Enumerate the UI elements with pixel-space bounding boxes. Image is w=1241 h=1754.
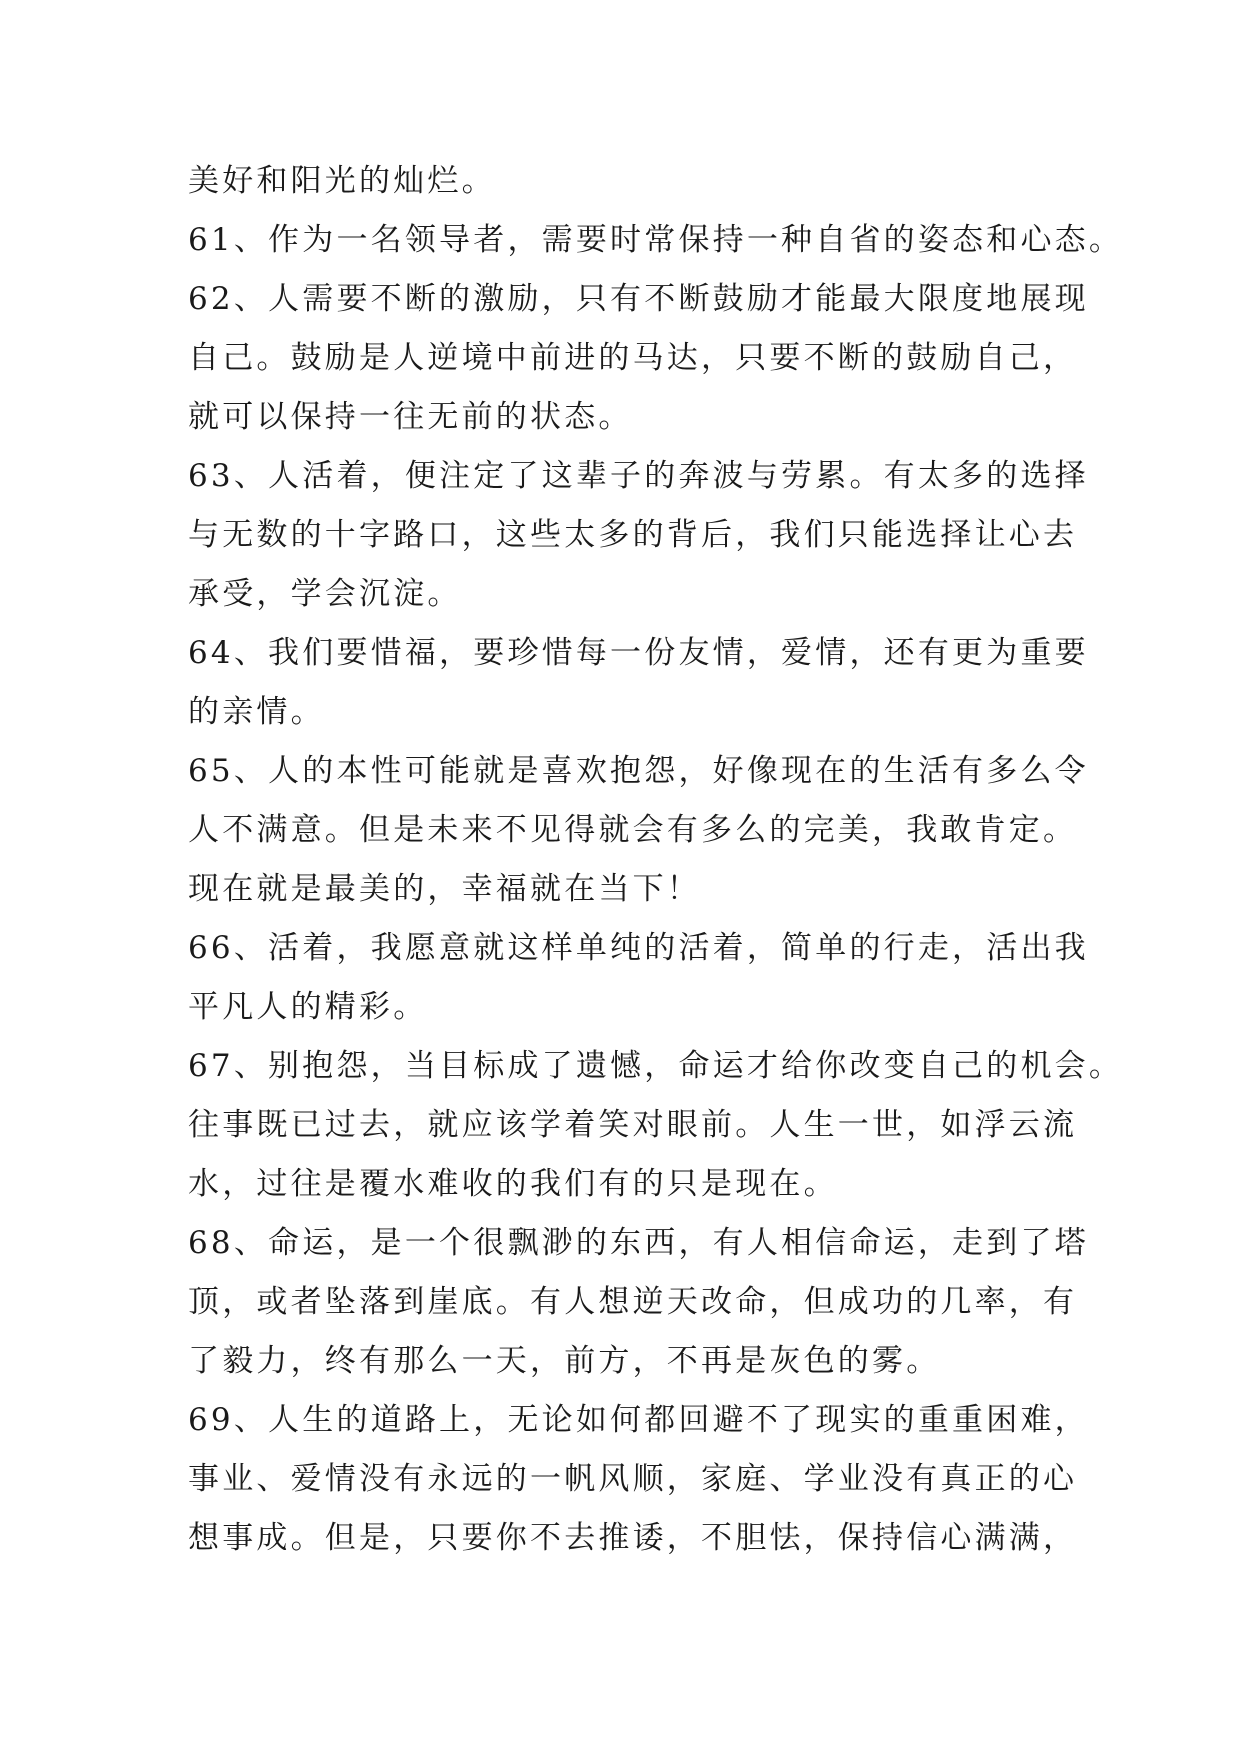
document-body	[188, 152, 1124, 1568]
text-line: 65、人的本性可能就是喜欢抱怨，好像现在的生活有多么令	[188, 753, 1089, 789]
text-line: 人不满意。但是未来不见得就会有多么的完美，我敢肯定。	[188, 812, 1078, 848]
text-line: 61、作为一名领导者，需要时常保持一种自省的姿态和心态。	[188, 222, 1124, 258]
text-line: 67、别抱怨，当目标成了遗憾，命运才给你改变自己的机会。	[188, 1048, 1124, 1084]
text-line: 顶，或者坠落到崖底。有人想逆天改命，但成功的几率，有	[188, 1284, 1078, 1320]
text-line: 想事成。但是，只要你不去推诿，不胆怯，保持信心满满，	[188, 1520, 1078, 1556]
text-line: 69、人生的道路上，无论如何都回避不了现实的重重困难，	[188, 1402, 1089, 1438]
text-line: 就可以保持一往无前的状态。	[188, 399, 633, 435]
text-line: 了毅力，终有那么一天，前方，不再是灰色的雾。	[188, 1343, 941, 1379]
text-line: 的亲情。	[188, 694, 325, 730]
text-line: 往事既已过去，就应该学着笑对眼前。人生一世，如浮云流	[188, 1107, 1078, 1143]
text-line: 承受，学会沉淀。	[188, 576, 462, 612]
text-line: 美好和阳光的灿烂。	[188, 163, 496, 199]
text-line: 64、我们要惜福，要珍惜每一份友情，爱情，还有更为重要	[188, 635, 1089, 671]
text-line: 水，过往是覆水难收的我们有的只是现在。	[188, 1166, 838, 1202]
text-line: 68、命运，是一个很飘渺的东西，有人相信命运，走到了塔	[188, 1225, 1089, 1261]
text-line: 自己。鼓励是人逆境中前进的马达，只要不断的鼓励自己，	[188, 340, 1078, 376]
text-line: 63、人活着，便注定了这辈子的奔波与劳累。有太多的选择	[188, 458, 1089, 494]
text-line: 66、活着，我愿意就这样单纯的活着，简单的行走，活出我	[188, 930, 1089, 966]
text-line: 62、人需要不断的激励，只有不断鼓励才能最大限度地展现	[188, 281, 1089, 317]
text-line: 现在就是最美的，幸福就在当下！	[188, 871, 701, 907]
text-line: 平凡人的精彩。	[188, 989, 428, 1025]
text-line: 事业、爱情没有永远的一帆风顺，家庭、学业没有真正的心	[188, 1461, 1078, 1497]
text-line: 与无数的十字路口，这些太多的背后，我们只能选择让心去	[188, 517, 1078, 553]
